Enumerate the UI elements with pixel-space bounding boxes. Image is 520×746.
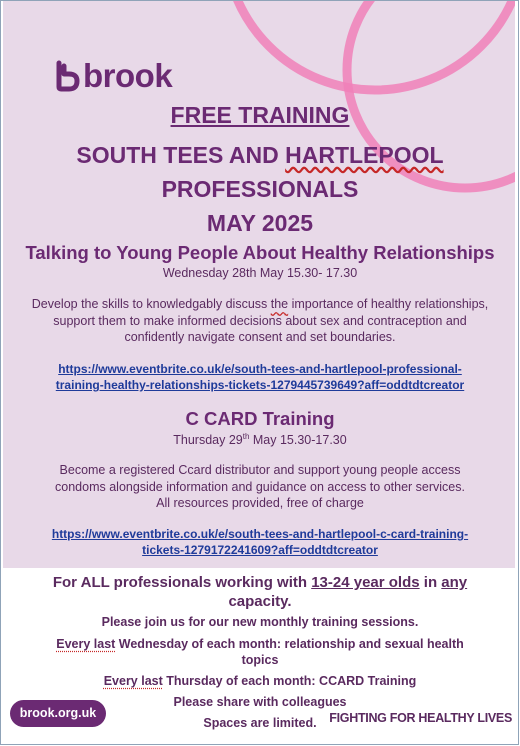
tagline: FIGHTING FOR HEALTHY LIVES xyxy=(329,711,512,725)
audience-heading: PROFESSIONALS xyxy=(161,176,359,202)
audience-statement: For ALL professionals working with 13-24 year olds in any capacity. xyxy=(52,574,468,610)
share-text: Please share with colleagues xyxy=(173,695,347,709)
spaces-limited-text: Spaces are limited. xyxy=(203,716,317,730)
session2-link[interactable]: https://www.eventbrite.co.uk/e/south-tees-and-hartlepool-c-card-training- tickets-1279172241609?aff=oddtdtcreator xyxy=(51,527,469,557)
month-heading: MAY 2025 xyxy=(206,210,314,236)
free-training-heading: FREE TRAINING xyxy=(170,102,350,128)
region-heading: SOUTH TEES AND HARTLEPOOL xyxy=(76,142,444,168)
session1-title: Talking to Young People About Healthy Relationships xyxy=(25,242,495,263)
session2-title: C CARD Training xyxy=(185,408,335,429)
session1-date: Wednesday 28th May 15.30- 17.30 xyxy=(162,266,358,280)
session2-description: Become a registered Ccard distributor and support young people access condoms alongside information and guidance on access to other services. All resources provided, free of charge xyxy=(55,463,465,510)
thursday-schedule: Every last Thursday of each month: CCARD Training xyxy=(103,674,417,688)
wednesday-schedule: Every last Wednesday of each month: relationship and sexual health topics xyxy=(56,637,464,667)
join-text: Please join us for our new monthly training sessions. xyxy=(101,615,419,629)
session2-date: Thursday 29th May 15.30-17.30 xyxy=(173,432,347,448)
logo-text: brook xyxy=(83,57,173,94)
session1-link[interactable]: https://www.eventbrite.co.uk/e/south-tees-and-hartlepool-professional- training-healthy-relationships-tickets-1279445739649?aff=oddtdtcreator xyxy=(55,362,465,392)
website-badge[interactable]: brook.org.uk xyxy=(10,700,106,727)
session1-description: Develop the skills to knowledgably discuss the importance of healthy relationships, support them to make informed decisions about sex and contraception and confidently navigate consent and set boundaries. xyxy=(31,297,489,344)
